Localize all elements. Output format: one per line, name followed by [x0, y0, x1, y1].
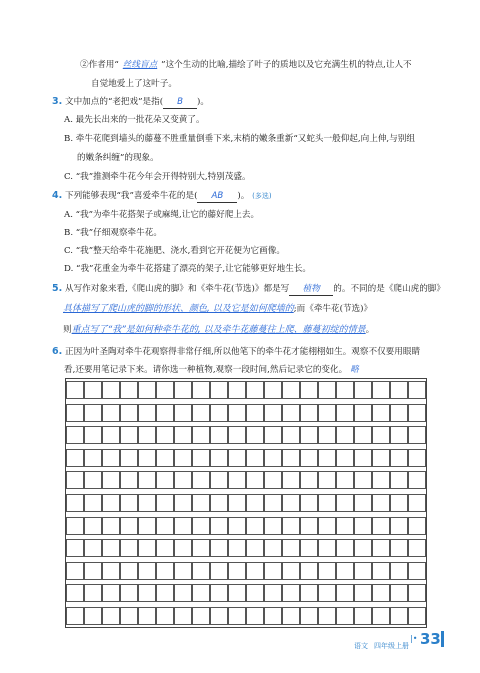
- grid-cell[interactable]: [282, 404, 300, 422]
- grid-cell[interactable]: [372, 494, 390, 512]
- grid-cell[interactable]: [264, 517, 282, 535]
- grid-cell[interactable]: [210, 517, 228, 535]
- grid-cell[interactable]: [300, 539, 318, 557]
- grid-cell[interactable]: [300, 494, 318, 512]
- grid-cell[interactable]: [102, 404, 120, 422]
- grid-cell[interactable]: [246, 517, 264, 535]
- grid-cell[interactable]: [66, 562, 84, 580]
- grid-cell[interactable]: [300, 607, 318, 625]
- grid-cell[interactable]: [318, 404, 336, 422]
- grid-cell[interactable]: [390, 607, 408, 625]
- grid-cell[interactable]: [264, 607, 282, 625]
- grid-cell[interactable]: [318, 471, 336, 489]
- grid-cell[interactable]: [228, 494, 246, 512]
- grid-cell[interactable]: [408, 381, 426, 399]
- footer-grade: 四年级上册: [374, 642, 409, 650]
- grid-cell[interactable]: [408, 426, 426, 444]
- q6-line2: [64, 364, 359, 376]
- grid-cell[interactable]: [66, 517, 84, 535]
- grid-cell[interactable]: [156, 426, 174, 444]
- grid-cell[interactable]: [174, 426, 192, 444]
- grid-cell[interactable]: [102, 539, 120, 557]
- grid-cell[interactable]: [408, 584, 426, 602]
- grid-cell[interactable]: [300, 471, 318, 489]
- grid-cell[interactable]: [102, 607, 120, 625]
- grid-cell[interactable]: [192, 449, 210, 467]
- grid-cell[interactable]: [156, 471, 174, 489]
- q2-text-pre: ②作者用“: [80, 60, 119, 70]
- grid-cell[interactable]: [408, 539, 426, 557]
- grid-cell[interactable]: [354, 449, 372, 467]
- grid-cell[interactable]: [66, 607, 84, 625]
- grid-cell[interactable]: [264, 381, 282, 399]
- grid-cell[interactable]: [318, 539, 336, 557]
- grid-cell[interactable]: [336, 381, 354, 399]
- grid-cell[interactable]: [228, 404, 246, 422]
- grid-cell[interactable]: [390, 404, 408, 422]
- grid-cell[interactable]: [336, 584, 354, 602]
- grid-cell[interactable]: [282, 539, 300, 557]
- q4-option-a: A. “我”为牵牛花搭架子或麻绳,让它的藤好爬上去。: [64, 210, 260, 220]
- grid-cell[interactable]: [282, 449, 300, 467]
- q3-stem: [52, 96, 209, 109]
- q4-option-c: C. “我”整天给牵牛花施肥、浇水,看到它开花便为它画像。: [64, 246, 285, 256]
- grid-cell[interactable]: [282, 426, 300, 444]
- grid-cell[interactable]: [246, 539, 264, 557]
- grid-cell[interactable]: [192, 584, 210, 602]
- grid-cell[interactable]: [84, 471, 102, 489]
- grid-cell[interactable]: [174, 381, 192, 399]
- grid-cell[interactable]: [84, 381, 102, 399]
- grid-cell[interactable]: [390, 381, 408, 399]
- grid-cell[interactable]: [174, 539, 192, 557]
- grid-cell[interactable]: [210, 607, 228, 625]
- grid-cell[interactable]: [354, 539, 372, 557]
- q5-handwritten-answer-3: 重点写了“我”是如何种牵牛花的, 以及牵牛花藤蔓往上爬、藤蔓初绽的情景: [71, 325, 366, 335]
- grid-cell[interactable]: [84, 494, 102, 512]
- q3-number: 3.: [52, 96, 63, 107]
- grid-cell[interactable]: [210, 471, 228, 489]
- grid-cell[interactable]: [246, 584, 264, 602]
- grid-cell[interactable]: [192, 494, 210, 512]
- q5-line3: [63, 324, 374, 336]
- grid-cell[interactable]: [300, 381, 318, 399]
- grid-cell[interactable]: [300, 426, 318, 444]
- grid-cell[interactable]: [120, 607, 138, 625]
- grid-cell[interactable]: [138, 607, 156, 625]
- grid-cell[interactable]: [282, 607, 300, 625]
- grid-cell[interactable]: [174, 562, 192, 580]
- grid-cell[interactable]: [390, 471, 408, 489]
- q4-stem: [52, 190, 272, 203]
- grid-cell[interactable]: [102, 471, 120, 489]
- grid-cell[interactable]: [156, 494, 174, 512]
- grid-cell[interactable]: [318, 449, 336, 467]
- grid-cell[interactable]: [120, 381, 138, 399]
- grid-cell[interactable]: [390, 494, 408, 512]
- q5-mid-text: ;而《牵牛花(节选)》: [293, 304, 373, 314]
- grid-cell[interactable]: [192, 404, 210, 422]
- q3-option-b-line2: 的嫩条纠缠”的现象。: [77, 153, 159, 163]
- grid-cell[interactable]: [354, 404, 372, 422]
- grid-cell[interactable]: [66, 584, 84, 602]
- q3-stem-end: )。: [197, 97, 209, 107]
- grid-cell[interactable]: [138, 471, 156, 489]
- grid-cell[interactable]: [210, 426, 228, 444]
- grid-cell[interactable]: [264, 494, 282, 512]
- grid-cell[interactable]: [192, 471, 210, 489]
- grid-cell[interactable]: [372, 562, 390, 580]
- grid-cell[interactable]: [192, 607, 210, 625]
- grid-cell[interactable]: [84, 449, 102, 467]
- grid-cell[interactable]: [264, 562, 282, 580]
- grid-cell[interactable]: [138, 494, 156, 512]
- grid-cell[interactable]: [120, 471, 138, 489]
- grid-cell[interactable]: [300, 562, 318, 580]
- grid-cell[interactable]: [120, 449, 138, 467]
- grid-cell[interactable]: [282, 517, 300, 535]
- grid-cell[interactable]: [246, 449, 264, 467]
- grid-cell[interactable]: [372, 449, 390, 467]
- grid-cell[interactable]: [84, 584, 102, 602]
- q5-stem-post: 的。不同的是《爬山虎的脚》: [333, 284, 445, 294]
- q4-option-b: B. “我”仔细观察牵牛花。: [64, 228, 162, 238]
- grid-cell[interactable]: [138, 449, 156, 467]
- grid-cell[interactable]: [282, 471, 300, 489]
- q5-end: 。: [365, 325, 375, 335]
- q5-handwritten-answer-1: 植物: [302, 284, 320, 294]
- grid-cell[interactable]: [354, 471, 372, 489]
- q2-handwritten-answer: 丝线盲点: [122, 60, 158, 70]
- q5-line2: [63, 303, 372, 315]
- grid-cell[interactable]: [138, 381, 156, 399]
- footer-subject: 语文: [354, 642, 368, 650]
- q3-stem-text: 文中加点的“老把戏”是指(: [64, 97, 164, 107]
- grid-cell[interactable]: [372, 539, 390, 557]
- grid-cell[interactable]: [408, 607, 426, 625]
- grid-cell[interactable]: [228, 607, 246, 625]
- grid-cell[interactable]: [210, 381, 228, 399]
- grid-cell[interactable]: [246, 381, 264, 399]
- grid-cell[interactable]: [336, 517, 354, 535]
- grid-cell[interactable]: [174, 517, 192, 535]
- grid-cell[interactable]: [408, 449, 426, 467]
- grid-cell[interactable]: [282, 562, 300, 580]
- grid-cell[interactable]: [246, 562, 264, 580]
- grid-cell[interactable]: [354, 494, 372, 512]
- grid-cell[interactable]: [120, 539, 138, 557]
- grid-cell[interactable]: [66, 381, 84, 399]
- q3-option-c: C. “我”推测牵牛花今年会开得特别大,特别茂盛。: [64, 172, 251, 182]
- grid-cell[interactable]: [192, 539, 210, 557]
- grid-cell[interactable]: [66, 494, 84, 512]
- grid-cell[interactable]: [210, 539, 228, 557]
- q4-number: 4.: [52, 190, 63, 201]
- grid-cell[interactable]: [84, 426, 102, 444]
- grid-cell[interactable]: [264, 426, 282, 444]
- grid-cell[interactable]: [138, 426, 156, 444]
- grid-cell[interactable]: [354, 607, 372, 625]
- grid-cell[interactable]: [336, 494, 354, 512]
- q6-number: 6.: [52, 346, 63, 357]
- grid-cell[interactable]: [210, 584, 228, 602]
- grid-cell[interactable]: [156, 607, 174, 625]
- q5-number: 5.: [52, 283, 63, 294]
- q2-line1: [80, 59, 412, 71]
- grid-cell[interactable]: [156, 517, 174, 535]
- grid-cell[interactable]: [192, 381, 210, 399]
- grid-cell[interactable]: [174, 607, 192, 625]
- q2-text-post: ”这个生动的比喻,描绘了叶子的质地以及它充满生机的特点,让人不: [161, 60, 412, 70]
- grid-cell[interactable]: [120, 562, 138, 580]
- grid-cell[interactable]: [318, 607, 336, 625]
- grid-cell[interactable]: [138, 539, 156, 557]
- q5-prefix: 则: [63, 325, 72, 335]
- grid-cell[interactable]: [372, 471, 390, 489]
- grid-cell[interactable]: [246, 471, 264, 489]
- grid-cell[interactable]: [300, 584, 318, 602]
- grid-cell[interactable]: [318, 426, 336, 444]
- q3-option-b-line1: B. 牵牛花爬到墙头的藤蔓不胜重量倒垂下来,末梢的嫩条重新“又蛇头一般仰起,向上伸,与别组: [64, 134, 415, 144]
- grid-cell[interactable]: [120, 584, 138, 602]
- grid-cell[interactable]: [372, 517, 390, 535]
- grid-cell[interactable]: [228, 449, 246, 467]
- grid-cell[interactable]: [84, 404, 102, 422]
- grid-cell[interactable]: [156, 584, 174, 602]
- grid-cell[interactable]: [84, 517, 102, 535]
- grid-cell[interactable]: [354, 562, 372, 580]
- grid-cell[interactable]: [84, 607, 102, 625]
- grid-cell[interactable]: [174, 471, 192, 489]
- grid-cell[interactable]: [228, 517, 246, 535]
- grid-cell[interactable]: [390, 584, 408, 602]
- grid-cell[interactable]: [120, 404, 138, 422]
- grid-cell[interactable]: [390, 539, 408, 557]
- grid-cell[interactable]: [156, 381, 174, 399]
- grid-cell[interactable]: [264, 471, 282, 489]
- grid-cell[interactable]: [264, 449, 282, 467]
- grid-cell[interactable]: [138, 517, 156, 535]
- grid-cell[interactable]: [336, 426, 354, 444]
- grid-cell[interactable]: [354, 517, 372, 535]
- grid-cell[interactable]: [300, 404, 318, 422]
- grid-cell[interactable]: [264, 584, 282, 602]
- grid-cell[interactable]: [156, 404, 174, 422]
- grid-cell[interactable]: [192, 426, 210, 444]
- q6-stem-text: 正因为叶圣陶对牵牛花观察得非常仔细,所以他笔下的牵牛花才能栩栩如生。观察不仅要用眼睛: [64, 347, 421, 357]
- q4-handwritten-answer: AB: [211, 191, 224, 201]
- grid-cell[interactable]: [318, 562, 336, 580]
- grid-cell[interactable]: [210, 494, 228, 512]
- q4-stem-end: )。: [237, 191, 250, 201]
- grid-cell[interactable]: [102, 517, 120, 535]
- grid-cell[interactable]: [84, 562, 102, 580]
- q4-multi-select-tag: (多选): [252, 192, 272, 200]
- grid-cell[interactable]: [102, 381, 120, 399]
- grid-cell[interactable]: [66, 449, 84, 467]
- grid-cell[interactable]: [228, 539, 246, 557]
- grid-cell[interactable]: [390, 517, 408, 535]
- grid-cell[interactable]: [228, 471, 246, 489]
- grid-cell[interactable]: [372, 426, 390, 444]
- grid-cell[interactable]: [192, 517, 210, 535]
- grid-cell[interactable]: [102, 426, 120, 444]
- q3-option-a: A. 最先长出来的一批花朵又变黄了。: [64, 115, 205, 125]
- grid-cell[interactable]: [228, 584, 246, 602]
- grid-cell[interactable]: [210, 449, 228, 467]
- q5-stem-text: 从写作对象来看,《爬山虎的脚》和《牵牛花(节选)》都是写: [64, 284, 290, 294]
- grid-cell[interactable]: [66, 426, 84, 444]
- grid-cell[interactable]: [282, 494, 300, 512]
- q4-option-d: D. “我”花重金为牵牛花搭建了漂亮的架子,让它能够更好地生长。: [64, 264, 312, 274]
- grid-cell[interactable]: [408, 494, 426, 512]
- grid-cell[interactable]: [138, 584, 156, 602]
- grid-cell[interactable]: [246, 426, 264, 444]
- grid-cell[interactable]: [228, 381, 246, 399]
- q4-stem-text: 下列能够表现“我”喜爱牵牛花的是(: [64, 191, 198, 201]
- grid-cell[interactable]: [246, 607, 264, 625]
- grid-cell[interactable]: [174, 494, 192, 512]
- grid-cell[interactable]: [336, 539, 354, 557]
- page-number: 33: [420, 630, 441, 648]
- grid-cell[interactable]: [156, 539, 174, 557]
- grid-cell[interactable]: [408, 471, 426, 489]
- grid-cell[interactable]: [390, 562, 408, 580]
- grid-cell[interactable]: [138, 404, 156, 422]
- grid-cell[interactable]: [84, 539, 102, 557]
- q6-handwritten-answer: 略: [350, 365, 359, 375]
- q5-stem: [52, 283, 445, 296]
- grid-cell[interactable]: [66, 404, 84, 422]
- grid-cell[interactable]: [408, 404, 426, 422]
- grid-cell[interactable]: [174, 449, 192, 467]
- q5-handwritten-answer-2: 具体描写了爬山虎的脚的形状、颜色, 以及它是如何爬墙的: [63, 304, 294, 314]
- grid-cell[interactable]: [102, 562, 120, 580]
- grid-cell[interactable]: [174, 584, 192, 602]
- grid-cell[interactable]: [102, 584, 120, 602]
- grid-cell[interactable]: [120, 517, 138, 535]
- grid-cell[interactable]: [210, 404, 228, 422]
- grid-cell[interactable]: [354, 426, 372, 444]
- grid-cell[interactable]: [174, 404, 192, 422]
- grid-cell[interactable]: [66, 471, 84, 489]
- grid-cell[interactable]: [372, 381, 390, 399]
- grid-cell[interactable]: [138, 562, 156, 580]
- grid-cell[interactable]: [336, 607, 354, 625]
- grid-cell[interactable]: [120, 426, 138, 444]
- footer-accent-bar: [441, 631, 444, 647]
- grid-cell[interactable]: [210, 562, 228, 580]
- grid-cell[interactable]: [336, 562, 354, 580]
- grid-cell[interactable]: [354, 584, 372, 602]
- grid-cell[interactable]: [336, 449, 354, 467]
- grid-cell[interactable]: [282, 381, 300, 399]
- grid-cell[interactable]: [318, 381, 336, 399]
- grid-cell[interactable]: [282, 584, 300, 602]
- grid-cell[interactable]: [336, 404, 354, 422]
- grid-cell[interactable]: [390, 426, 408, 444]
- grid-cell[interactable]: [156, 562, 174, 580]
- grid-cell[interactable]: [372, 404, 390, 422]
- grid-cell[interactable]: [246, 404, 264, 422]
- grid-cell[interactable]: [102, 494, 120, 512]
- writing-grid[interactable]: [65, 378, 427, 628]
- grid-cell[interactable]: [408, 517, 426, 535]
- grid-cell[interactable]: [372, 607, 390, 625]
- grid-cell[interactable]: [120, 494, 138, 512]
- grid-cell[interactable]: [318, 584, 336, 602]
- grid-cell[interactable]: [300, 517, 318, 535]
- footer-separator-icon: |•: [410, 634, 418, 643]
- q3-handwritten-answer: B: [177, 97, 183, 107]
- grid-cell[interactable]: [336, 471, 354, 489]
- grid-cell[interactable]: [192, 562, 210, 580]
- grid-cell[interactable]: [66, 539, 84, 557]
- grid-cell[interactable]: [156, 449, 174, 467]
- grid-cell[interactable]: [264, 539, 282, 557]
- grid-cell[interactable]: [390, 449, 408, 467]
- q6-stem-text-2: 看,还要用笔记录下来。请你选一种植物,观察一段时间,然后记录它的变化。: [64, 365, 348, 375]
- grid-cell[interactable]: [318, 517, 336, 535]
- grid-cell[interactable]: [246, 494, 264, 512]
- grid-cell[interactable]: [228, 426, 246, 444]
- grid-cell[interactable]: [408, 562, 426, 580]
- grid-cell[interactable]: [102, 449, 120, 467]
- grid-cell[interactable]: [300, 449, 318, 467]
- grid-cell[interactable]: [318, 494, 336, 512]
- grid-cell[interactable]: [264, 404, 282, 422]
- grid-cell[interactable]: [354, 381, 372, 399]
- grid-cell[interactable]: [372, 584, 390, 602]
- grid-cell[interactable]: [228, 562, 246, 580]
- q2-line2: 自觉地爱上了这叶子。: [91, 79, 177, 89]
- q6-line1: [52, 346, 420, 358]
